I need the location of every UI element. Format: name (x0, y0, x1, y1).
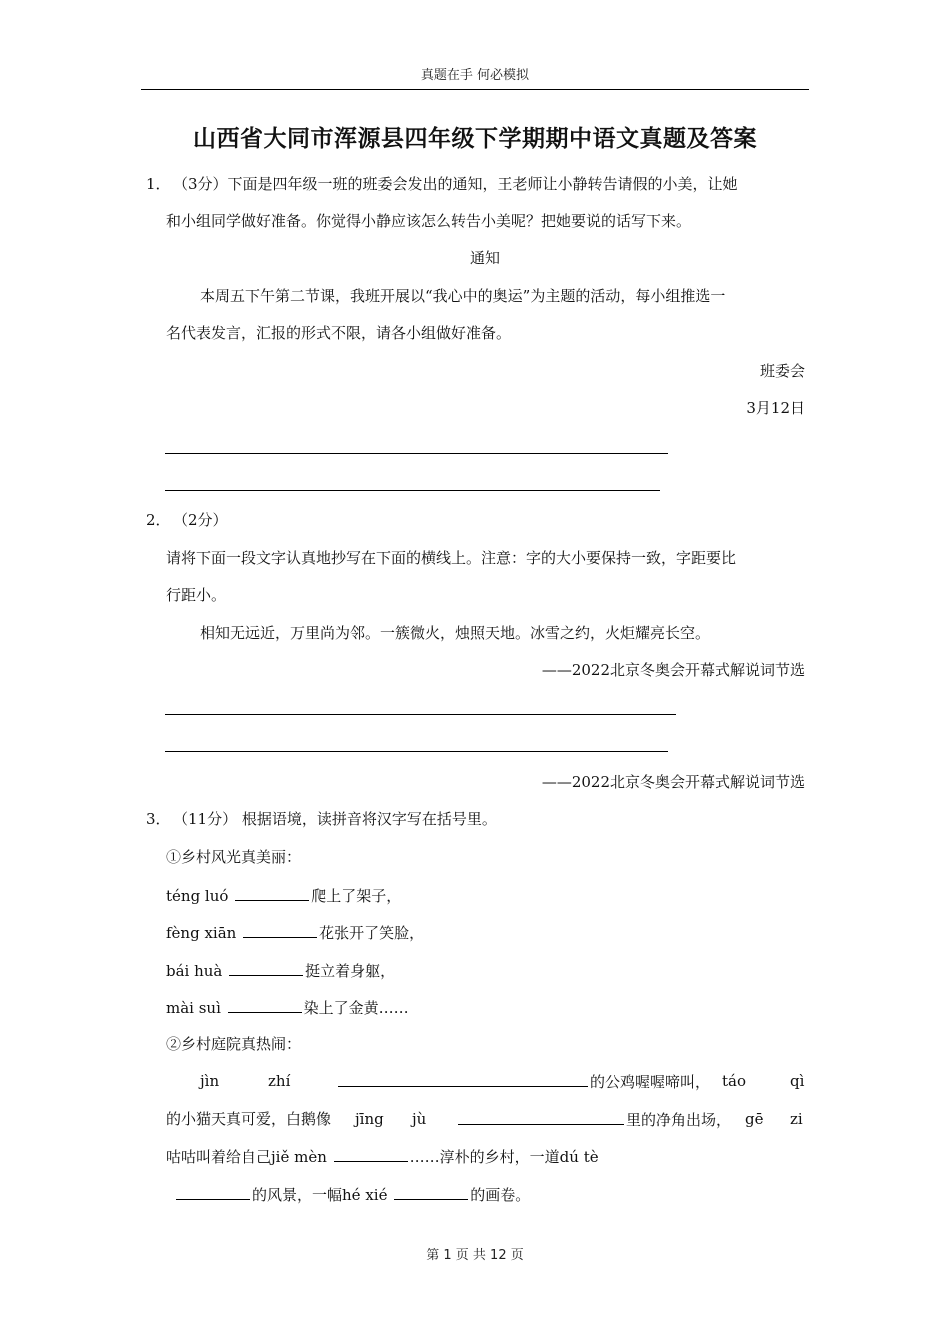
item-text: 染上了金黄…… (303, 999, 409, 1017)
q3-para-line-1 (336, 1071, 710, 1092)
q2-score: （2分） (173, 511, 228, 529)
para-text: ……淳朴的乡村，一道 (409, 1148, 560, 1166)
page-header: 真题在手 何必模拟 (420, 68, 530, 83)
q3-para-line-4 (174, 1184, 530, 1205)
q2-passage: 相知无远近，万里尚为邻。一簇微火，烛照天地。冰雪之约，火炬耀亮长空。 (200, 624, 711, 642)
item-text: 爬上了架子， (311, 887, 402, 905)
para-text: 的公鸡喔喔啼叫， (590, 1073, 711, 1091)
q1-number: 1． (146, 175, 171, 193)
pinyin: hé xié (342, 1186, 388, 1204)
document-title: 山西省大同市浑源县四年级下学期期中语文真题及答案 (193, 125, 757, 152)
answer-blank[interactable] (229, 960, 303, 976)
header-rule (141, 89, 809, 90)
q2-instruction-1: 请将下面一段文字认真地抄写在下面的横线上。注意：字的大小要保持一致，字距要比 (166, 549, 737, 567)
q2-number: 2． (146, 511, 171, 529)
answer-blank[interactable] (235, 885, 309, 901)
pinyin: bái huà (166, 962, 223, 980)
answer-blank[interactable] (394, 1184, 468, 1200)
para-text: 的风景，一幅 (252, 1186, 343, 1204)
q3-item-1 (166, 885, 401, 906)
pinyin: fèng xiān (166, 924, 237, 942)
q3-line-1: （11分） 根据语境，读拼音将汉字写在括号里。 (173, 810, 497, 828)
item-text: 花张开了笑脸， (319, 924, 425, 942)
para-text: 里的净角出场， (626, 1111, 732, 1129)
q3-sub-2: ②乡村庭院真热闹： (166, 1035, 302, 1053)
para-text: 的画卷。 (470, 1186, 531, 1204)
q1-date: 3月12日 (746, 399, 805, 417)
q3-number: 3． (146, 810, 171, 828)
answer-blank[interactable] (334, 1146, 408, 1162)
q2-answer-line-2[interactable] (165, 751, 668, 752)
pinyin-jing: jīng (355, 1110, 384, 1128)
q2-answer-line-1[interactable] (165, 714, 676, 715)
item-text: 挺立着身躯， (305, 962, 396, 980)
q3-item-3 (166, 960, 395, 981)
pinyin-jin: jìn (200, 1072, 220, 1090)
q2-source-repeat: ——2022北京冬奥会开幕式解说词节选 (541, 773, 805, 791)
q3-para-line-2a: 的小猫天真可爱，白鹅像 (166, 1110, 332, 1128)
answer-blank[interactable] (458, 1109, 624, 1125)
q1-line-2: 和小组同学做好准备。你觉得小静应该怎么转告小美呢？把她要说的话写下来。 (166, 212, 692, 230)
answer-blank[interactable] (228, 997, 302, 1013)
pinyin: téng luó (166, 887, 229, 905)
para-text: 咕咕叫着给自己 (166, 1148, 272, 1166)
q1-answer-line-2[interactable] (165, 490, 660, 491)
pinyin-ju: jù (412, 1110, 427, 1128)
pinyin-zi: zi (790, 1110, 803, 1128)
answer-blank[interactable] (176, 1184, 250, 1200)
pinyin: dú tè (559, 1148, 599, 1166)
pinyin-tao: táo (722, 1072, 747, 1090)
q1-notice-line-2: 名代表发言，汇报的形式不限，请各小组做好准备。 (166, 324, 512, 342)
answer-blank[interactable] (243, 922, 317, 938)
q1-notice-title: 通知 (470, 249, 501, 267)
q1-notice-line-1: 本周五下午第二节课，我班开展以“我心中的奥运”为主题的活动，每小组推选一 (200, 287, 726, 305)
q1-line-1: （3分）下面是四年级一班的班委会发出的通知，王老师让小静转告请假的小美，让她 (173, 175, 738, 193)
q3-item-2 (166, 922, 424, 943)
pinyin: jiě mèn (271, 1148, 327, 1166)
q1-answer-line-1[interactable] (165, 453, 668, 454)
pinyin-zhi: zhí (268, 1072, 291, 1090)
q3-para-line-3 (166, 1146, 599, 1167)
pinyin: mài suì (166, 999, 221, 1017)
pinyin-qi: qì (790, 1072, 805, 1090)
page-footer: 第 1 页 共 12 页 (426, 1248, 524, 1263)
q3-sub-1: ①乡村风光真美丽： (166, 848, 302, 866)
answer-blank[interactable] (338, 1071, 588, 1087)
q3-item-4 (166, 997, 409, 1018)
q2-source: ——2022北京冬奥会开幕式解说词节选 (541, 661, 805, 679)
q3-para-line-2b (456, 1109, 731, 1130)
pinyin-ge: gē (745, 1110, 764, 1128)
q1-signer: 班委会 (759, 362, 805, 380)
q2-instruction-2: 行距小。 (166, 586, 227, 604)
